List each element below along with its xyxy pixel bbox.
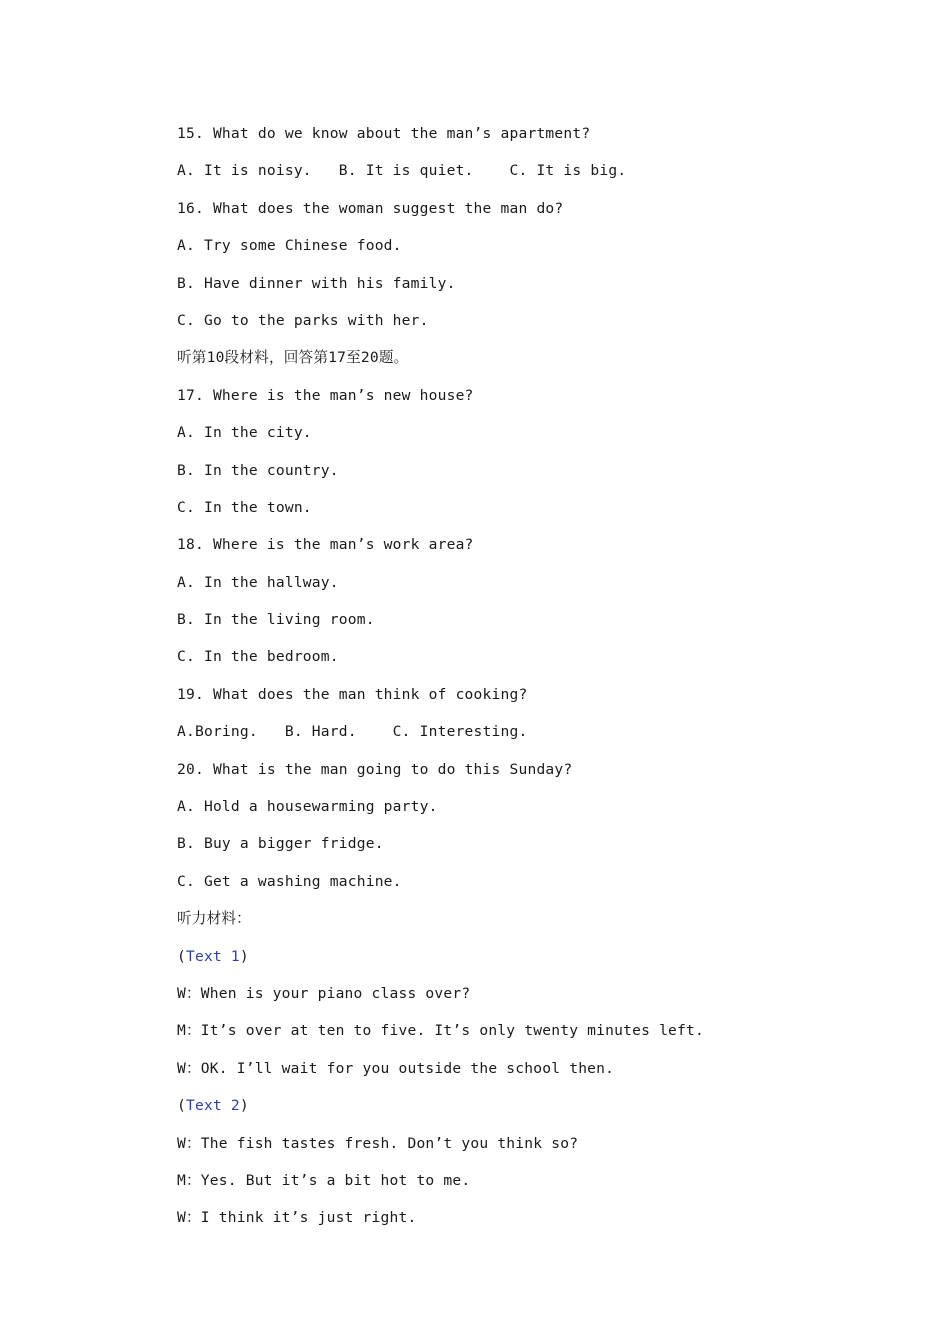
question-16: 16. What does the woman suggest the man do? bbox=[177, 199, 564, 217]
dialogue-line: W：I think it’s just right. bbox=[177, 1209, 417, 1227]
option-16-a: A. Try some Chinese food. bbox=[177, 237, 402, 255]
dialogue-line: M：Yes. But it’s a bit hot to me. bbox=[177, 1171, 471, 1189]
dialogue-line: W：The fish tastes fresh. Don’t you think so? bbox=[177, 1134, 579, 1152]
document-page bbox=[177, 120, 877, 1242]
close-paren: ) bbox=[239, 947, 249, 965]
question-19: 19. What does the man think of cooking? bbox=[177, 685, 528, 703]
question-20: 20. What is the man going to do this Sunday? bbox=[177, 760, 573, 778]
transcript-heading: 听力材料： bbox=[177, 910, 251, 928]
close-paren: ) bbox=[239, 1097, 249, 1115]
text-1-label: Text 1 bbox=[186, 947, 240, 965]
question-18: 18. Where is the man’s work area? bbox=[177, 536, 474, 554]
dialogue-line: W：OK. I’ll wait for you outside the school then. bbox=[177, 1059, 615, 1077]
section-instruction: 听第10段材料，回答第17至20题。 bbox=[177, 349, 409, 367]
open-paren: ( bbox=[177, 1097, 186, 1115]
text-2-label: Text 2 bbox=[186, 1097, 240, 1115]
option-20-c: C. Get a washing machine. bbox=[177, 872, 402, 890]
question-17: 17. Where is the man’s new house? bbox=[177, 386, 474, 404]
dialogue-line: W：When is your piano class over? bbox=[177, 984, 471, 1002]
text-2-heading bbox=[177, 1092, 877, 1129]
open-paren: ( bbox=[177, 947, 186, 965]
option-17-b: B. In the country. bbox=[177, 461, 339, 479]
options-15: A. It is noisy. B. It is quiet. C. It is big. bbox=[177, 162, 627, 180]
options-19: A.Boring. B. Hard. C. Interesting. bbox=[177, 723, 528, 741]
option-18-a: A. In the hallway. bbox=[177, 573, 339, 591]
option-16-b: B. Have dinner with his family. bbox=[177, 274, 456, 292]
option-20-a: A. Hold a housewarming party. bbox=[177, 798, 438, 816]
option-18-c: C. In the bedroom. bbox=[177, 648, 339, 666]
text-1-heading bbox=[177, 943, 877, 980]
question-15: 15. What do we know about the man’s apartment? bbox=[177, 125, 591, 142]
dialogue-line: M：It’s over at ten to five. It’s only twenty minutes left. bbox=[177, 1022, 705, 1040]
option-16-c: C. Go to the parks with her. bbox=[177, 311, 429, 329]
option-17-a: A. In the city. bbox=[177, 424, 312, 442]
option-20-b: B. Buy a bigger fridge. bbox=[177, 835, 384, 853]
option-17-c: C. In the town. bbox=[177, 498, 312, 516]
option-18-b: B. In the living room. bbox=[177, 611, 375, 629]
